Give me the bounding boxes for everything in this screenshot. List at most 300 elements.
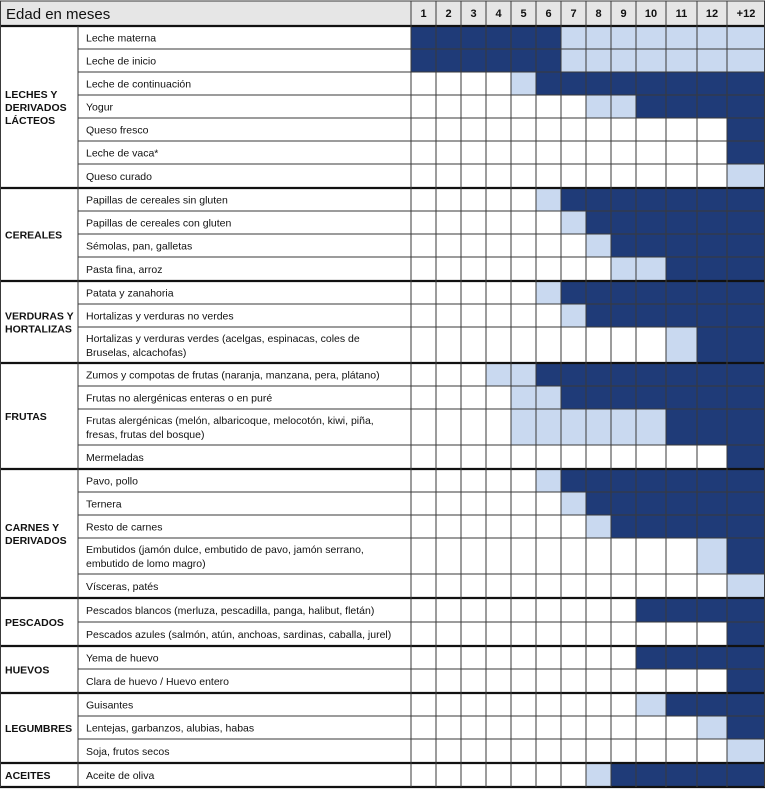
month-cell: [411, 598, 436, 622]
food-label: Frutas alergénicas (melón, albaricoque, melocotón, kiwi, piña,: [86, 415, 374, 427]
month-cell: [727, 739, 765, 763]
category-label: CARNES Y: [5, 522, 60, 534]
month-header-label: 5: [520, 8, 527, 20]
month-cell: [486, 211, 511, 234]
month-cell: [536, 469, 561, 492]
month-cell: [727, 164, 765, 188]
month-cell: [697, 141, 727, 164]
month-cell: [666, 281, 697, 304]
month-cell: [666, 693, 697, 716]
month-cell: [486, 257, 511, 281]
month-cell: [461, 763, 486, 787]
month-cell: [636, 763, 666, 787]
category-label: VERDURAS Y: [5, 310, 74, 323]
month-cell: [511, 211, 536, 234]
month-cell: [586, 646, 611, 669]
food-label: Papillas de cereales con gluten: [86, 217, 232, 230]
month-cell: [461, 234, 486, 257]
month-cell: [586, 257, 611, 281]
month-cell: [436, 72, 461, 95]
month-cell: [666, 763, 697, 787]
food-label: Pescados azules (salmón, atún, anchoas, sardinas, caballa, jurel): [86, 629, 392, 641]
month-cell: [636, 669, 666, 693]
month-cell: [666, 445, 697, 469]
month-cell: [611, 327, 636, 363]
food-label: Queso curado: [86, 171, 152, 183]
food-label: Leche de inicio: [86, 55, 157, 68]
food-label: Hortalizas y verduras verdes (acelgas, espinacas, coles de: [86, 333, 360, 345]
month-cell: [411, 118, 436, 141]
month-cell: [636, 257, 666, 281]
month-cell: [561, 515, 586, 538]
month-cell: [561, 281, 586, 304]
month-cell: [697, 95, 727, 118]
category-label: LEGUMBRES: [5, 723, 73, 735]
month-cell: [586, 281, 611, 304]
category-label: FRUTAS: [5, 411, 47, 423]
month-cell: [486, 118, 511, 141]
month-cell: [511, 363, 536, 386]
month-cell: [511, 141, 536, 164]
month-cell: [536, 118, 561, 141]
month-header-label: 10: [644, 8, 658, 20]
month-cell: [411, 72, 436, 95]
month-cell: [611, 211, 636, 234]
month-cell: [697, 598, 727, 622]
month-cell: [697, 49, 727, 72]
month-cell: [561, 26, 586, 49]
month-cell: [486, 26, 511, 49]
month-cell: [611, 141, 636, 164]
month-cell: [666, 26, 697, 49]
month-cell: [666, 492, 697, 515]
month-cell: [697, 281, 727, 304]
month-cell: [727, 492, 765, 515]
month-cell: [586, 188, 611, 211]
month-cell: [586, 763, 611, 787]
month-cell: [536, 763, 561, 787]
month-cell: [636, 164, 666, 188]
month-cell: [511, 164, 536, 188]
month-cell: [461, 72, 486, 95]
month-cell: [636, 211, 666, 234]
month-cell: [611, 739, 636, 763]
month-cell: [561, 492, 586, 515]
month-cell: [666, 164, 697, 188]
food-label: Sémolas, pan, galletas: [86, 240, 193, 253]
category-label: LECHES Y: [5, 89, 58, 101]
month-cell: [461, 363, 486, 386]
month-cell: [727, 327, 765, 363]
header-title: Edad en meses: [6, 6, 111, 23]
food-label: Zumos y compotas de frutas (naranja, manzana, pera, plátano): [86, 369, 380, 382]
month-cell: [511, 118, 536, 141]
month-cell: [697, 492, 727, 515]
month-cell: [486, 95, 511, 118]
month-cell: [536, 304, 561, 327]
month-cell: [486, 574, 511, 598]
month-cell: [536, 716, 561, 739]
month-cell: [727, 188, 765, 211]
month-header-label: 6: [545, 8, 552, 20]
month-cell: [636, 538, 666, 574]
month-cell: [411, 281, 436, 304]
month-cell: [666, 386, 697, 409]
month-cell: [436, 95, 461, 118]
month-cell: [436, 538, 461, 574]
food-label: Embutidos (jamón dulce, embutido de pavo, jamón serrano,: [86, 544, 364, 556]
month-cell: [486, 622, 511, 646]
month-header-label: 12: [705, 8, 719, 20]
food-label: Yogur: [86, 101, 114, 114]
month-cell: [636, 622, 666, 646]
month-cell: [536, 622, 561, 646]
month-cell: [586, 72, 611, 95]
month-cell: [611, 188, 636, 211]
month-cell: [586, 716, 611, 739]
month-cell: [666, 72, 697, 95]
month-cell: [697, 538, 727, 574]
month-cell: [436, 257, 461, 281]
month-cell: [486, 164, 511, 188]
month-cell: [486, 386, 511, 409]
category-label: PESCADOS: [5, 617, 64, 629]
month-cell: [536, 669, 561, 693]
month-cell: [586, 304, 611, 327]
month-cell: [536, 386, 561, 409]
month-cell: [611, 646, 636, 669]
month-cell: [486, 188, 511, 211]
month-cell: [697, 693, 727, 716]
month-cell: [561, 409, 586, 445]
month-cell: [561, 141, 586, 164]
month-cell: [727, 693, 765, 716]
month-cell: [486, 363, 511, 386]
month-cell: [636, 363, 666, 386]
month-cell: [411, 386, 436, 409]
food-label: Aceite de oliva: [86, 770, 155, 782]
month-cell: [697, 622, 727, 646]
month-cell: [697, 763, 727, 787]
food-label: Patata y zanahoria: [86, 287, 174, 300]
month-cell: [536, 257, 561, 281]
month-cell: [586, 118, 611, 141]
month-cell: [561, 363, 586, 386]
month-cell: [697, 646, 727, 669]
month-cell: [436, 763, 461, 787]
month-cell: [611, 763, 636, 787]
month-cell: [561, 669, 586, 693]
month-cell: [697, 188, 727, 211]
month-cell: [486, 445, 511, 469]
food-label: Vísceras, patés: [86, 581, 159, 593]
month-cell: [727, 409, 765, 445]
month-cell: [666, 211, 697, 234]
month-cell: [411, 693, 436, 716]
month-cell: [436, 386, 461, 409]
month-cell: [411, 304, 436, 327]
month-cell: [536, 211, 561, 234]
month-cell: [611, 445, 636, 469]
month-cell: [697, 118, 727, 141]
month-cell: [666, 257, 697, 281]
month-cell: [461, 327, 486, 363]
month-cell: [666, 469, 697, 492]
month-cell: [561, 211, 586, 234]
food-label: Leche de continuación: [86, 78, 192, 91]
month-cell: [697, 716, 727, 739]
month-cell: [586, 693, 611, 716]
month-cell: [727, 598, 765, 622]
month-cell: [611, 386, 636, 409]
month-cell: [536, 327, 561, 363]
food-label: Frutas no alergénicas enteras o en puré: [86, 392, 273, 405]
month-cell: [486, 72, 511, 95]
month-cell: [411, 763, 436, 787]
month-cell: [436, 118, 461, 141]
month-cell: [611, 281, 636, 304]
month-cell: [461, 492, 486, 515]
food-label: Guisantes: [86, 699, 134, 712]
month-cell: [511, 693, 536, 716]
food-label: Pescados blancos (merluza, pescadilla, panga, halibut, fletán): [86, 605, 375, 617]
month-cell: [511, 646, 536, 669]
month-cell: [586, 95, 611, 118]
month-cell: [727, 574, 765, 598]
month-cell: [636, 574, 666, 598]
month-cell: [611, 469, 636, 492]
month-cell: [536, 281, 561, 304]
month-cell: [636, 49, 666, 72]
month-cell: [611, 49, 636, 72]
month-cell: [586, 669, 611, 693]
month-header-label: 2: [445, 8, 452, 20]
month-cell: [536, 188, 561, 211]
month-cell: [636, 72, 666, 95]
month-cell: [511, 716, 536, 739]
month-cell: [411, 739, 436, 763]
month-cell: [486, 49, 511, 72]
month-cell: [697, 445, 727, 469]
month-cell: [586, 164, 611, 188]
month-cell: [436, 622, 461, 646]
month-cell: [511, 327, 536, 363]
month-cell: [666, 234, 697, 257]
food-label: Leche de vaca*: [86, 147, 159, 160]
month-cell: [436, 327, 461, 363]
month-cell: [561, 386, 586, 409]
food-label: Hortalizas y verduras no verdes: [86, 310, 234, 323]
month-cell: [486, 409, 511, 445]
month-cell: [436, 669, 461, 693]
month-cell: [636, 739, 666, 763]
month-cell: [666, 669, 697, 693]
category-label: CEREALES: [5, 229, 63, 242]
month-cell: [461, 211, 486, 234]
category-label: DERIVADOS: [5, 102, 67, 114]
month-cell: [727, 538, 765, 574]
month-cell: [411, 646, 436, 669]
month-cell: [436, 469, 461, 492]
month-cell: [636, 118, 666, 141]
month-cell: [727, 763, 765, 787]
month-header-label: 9: [620, 8, 627, 20]
month-cell: [561, 49, 586, 72]
month-cell: [511, 72, 536, 95]
month-cell: [436, 445, 461, 469]
month-cell: [586, 622, 611, 646]
month-cell: [536, 574, 561, 598]
month-cell: [461, 693, 486, 716]
month-cell: [561, 445, 586, 469]
month-cell: [697, 327, 727, 363]
month-cell: [611, 118, 636, 141]
month-cell: [436, 141, 461, 164]
month-cell: [611, 257, 636, 281]
month-cell: [636, 445, 666, 469]
month-header-label: +12: [736, 8, 756, 20]
month-cell: [727, 646, 765, 669]
month-cell: [727, 95, 765, 118]
food-label: Clara de huevo / Huevo entero: [86, 676, 230, 688]
month-cell: [666, 716, 697, 739]
month-cell: [586, 386, 611, 409]
month-cell: [411, 622, 436, 646]
month-cell: [611, 669, 636, 693]
month-cell: [611, 515, 636, 538]
month-cell: [511, 386, 536, 409]
month-cell: [727, 281, 765, 304]
food-label: Resto de carnes: [86, 521, 163, 534]
month-cell: [727, 515, 765, 538]
category-label: DERIVADOS: [5, 535, 67, 547]
month-cell: [511, 26, 536, 49]
month-cell: [536, 49, 561, 72]
month-cell: [486, 304, 511, 327]
month-cell: [636, 95, 666, 118]
month-cell: [727, 716, 765, 739]
month-cell: [461, 716, 486, 739]
month-cell: [561, 304, 586, 327]
month-cell: [636, 141, 666, 164]
month-cell: [436, 211, 461, 234]
month-cell: [511, 409, 536, 445]
month-cell: [697, 574, 727, 598]
month-cell: [486, 141, 511, 164]
food-label: Papillas de cereales sin gluten: [86, 194, 228, 207]
month-cell: [586, 49, 611, 72]
month-cell: [697, 304, 727, 327]
month-cell: [411, 363, 436, 386]
month-header-label: 11: [675, 8, 688, 20]
month-cell: [536, 693, 561, 716]
month-cell: [461, 445, 486, 469]
month-cell: [461, 281, 486, 304]
month-cell: [586, 211, 611, 234]
month-cell: [586, 409, 611, 445]
month-cell: [666, 515, 697, 538]
month-cell: [536, 234, 561, 257]
food-label: Leche materna: [86, 32, 157, 45]
month-cell: [511, 188, 536, 211]
month-cell: [436, 304, 461, 327]
month-cell: [727, 234, 765, 257]
month-cell: [436, 716, 461, 739]
month-cell: [561, 574, 586, 598]
month-cell: [636, 26, 666, 49]
month-cell: [536, 598, 561, 622]
month-cell: [436, 739, 461, 763]
month-cell: [636, 188, 666, 211]
month-cell: [486, 739, 511, 763]
month-cell: [697, 739, 727, 763]
month-cell: [411, 141, 436, 164]
month-cell: [461, 739, 486, 763]
month-cell: [486, 646, 511, 669]
month-cell: [461, 515, 486, 538]
month-cell: [511, 257, 536, 281]
month-cell: [561, 234, 586, 257]
month-cell: [536, 515, 561, 538]
month-cell: [611, 26, 636, 49]
month-cell: [561, 327, 586, 363]
month-cell: [486, 669, 511, 693]
month-cell: [636, 304, 666, 327]
month-cell: [666, 409, 697, 445]
month-cell: [411, 669, 436, 693]
month-cell: [586, 141, 611, 164]
month-cell: [411, 257, 436, 281]
month-cell: [436, 188, 461, 211]
month-cell: [561, 598, 586, 622]
month-cell: [636, 693, 666, 716]
month-cell: [561, 739, 586, 763]
month-cell: [486, 469, 511, 492]
food-label: Ternera: [86, 498, 122, 511]
food-label: Pasta fina, arroz: [86, 264, 163, 276]
month-cell: [511, 763, 536, 787]
month-cell: [636, 646, 666, 669]
month-cell: [561, 188, 586, 211]
month-cell: [411, 469, 436, 492]
month-cell: [586, 492, 611, 515]
month-cell: [411, 211, 436, 234]
month-cell: [486, 515, 511, 538]
month-cell: [697, 72, 727, 95]
food-label: fresas, frutas del bosque): [86, 429, 205, 441]
food-label: Lentejas, garbanzos, alubias, habas: [86, 722, 255, 735]
month-cell: [536, 164, 561, 188]
month-cell: [611, 622, 636, 646]
month-cell: [727, 141, 765, 164]
month-cell: [461, 538, 486, 574]
month-cell: [461, 118, 486, 141]
month-cell: [461, 669, 486, 693]
month-cell: [536, 26, 561, 49]
month-cell: [611, 304, 636, 327]
month-header-label: 3: [470, 8, 477, 20]
month-cell: [436, 281, 461, 304]
month-cell: [436, 693, 461, 716]
month-cell: [436, 515, 461, 538]
month-cell: [461, 257, 486, 281]
month-cell: [697, 515, 727, 538]
month-cell: [536, 409, 561, 445]
month-cell: [411, 234, 436, 257]
month-cell: [611, 574, 636, 598]
month-cell: [666, 304, 697, 327]
month-cell: [536, 141, 561, 164]
